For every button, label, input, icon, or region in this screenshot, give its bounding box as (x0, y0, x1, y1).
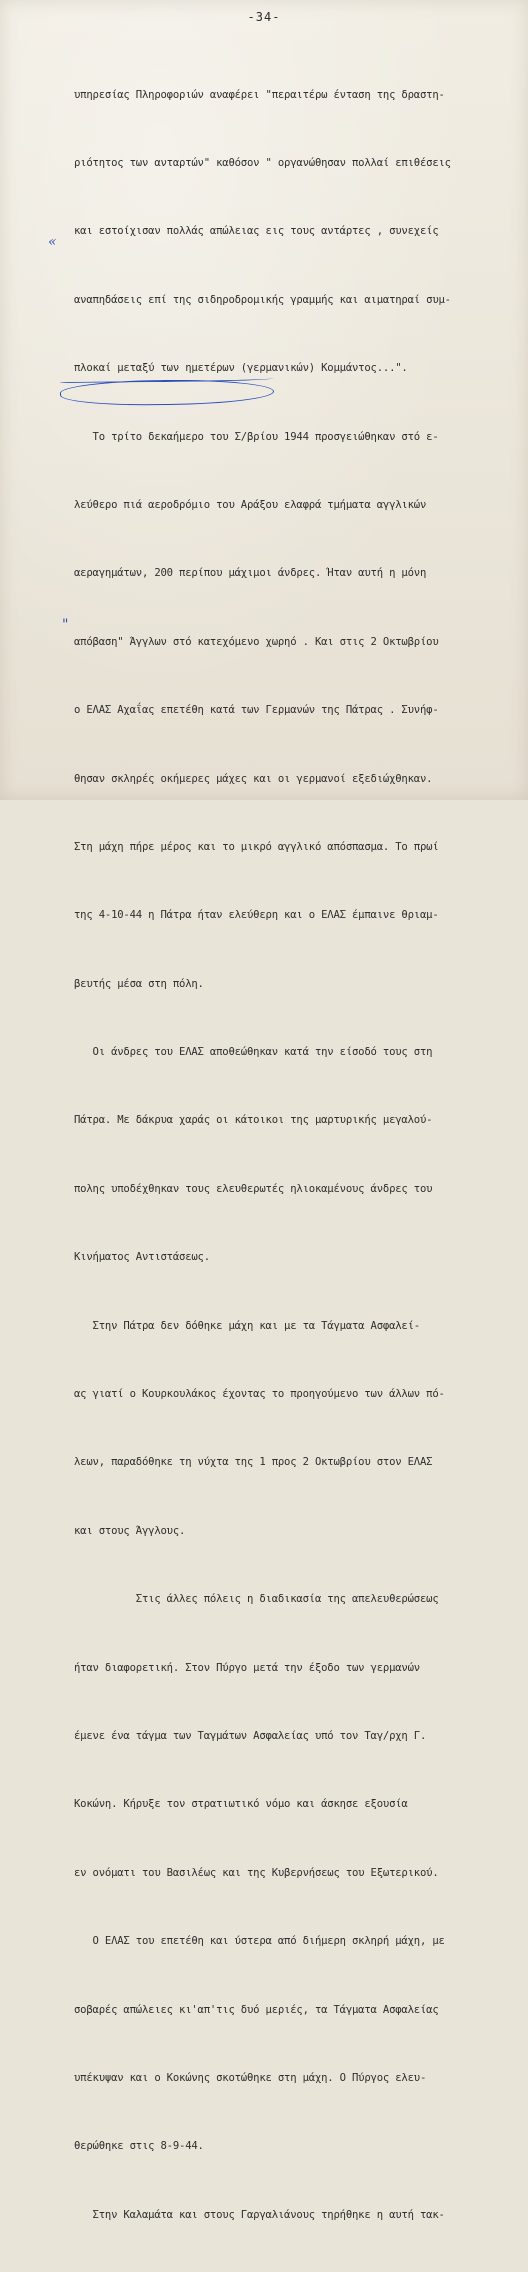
text-line: Πάτρα. Με δάκρυα χαράς οι κάτοικοι της μαρτυρικής μεγαλού- (74, 1114, 433, 1127)
text-line: θησαν σκληρές οκήμερες μάχες και οι γερμανοί εξεδιώχθηκαν. (74, 772, 433, 785)
text-line: πλοκαί μεταξύ των ημετέρων (γερμανικών) Κομμάντος...". (74, 362, 408, 375)
text-line: Κινήματος Αντιστάσεως. (74, 1251, 210, 1264)
text-line: σοβαρές απώλειες κι'απ'τις δυό μεριές, τα Τάγματα Ασφαλείας (74, 2003, 439, 2016)
text-line: εν ονόματι του Βασιλέως και της Κυβερνήσεως του Εξωτερικού. (74, 1866, 439, 1879)
text-line: αεραγημάτων, 200 περίπου μάχιμοι άνδρες. Ήταν αυτή η μόνη (74, 567, 427, 580)
text-line: και στους Άγγλους. (74, 1524, 186, 1537)
text-line: λεων, παραδόθηκε τη νύχτα της 1 προς 2 Οκτωβρίου στον ΕΛΑΣ (74, 1456, 433, 1469)
handwritten-mark: " (62, 617, 69, 633)
text-line: υπηρεσίας Πληροφοριών αναφέρει "περαιτέρω ένταση της δραστη- (74, 88, 445, 101)
text-line: Οι άνδρες του ΕΛΑΣ αποθεώθηκαν κατά την είσοδό τους στη (74, 1046, 433, 1059)
text-line: λεύθερο πιά αεροδρόμιο του Αράξου ελαφρά τμήματα αγγλικών (74, 498, 427, 511)
text-line: ο ΕΛΑΣ Αχαΐας επετέθη κατά των Γερμανών της Πάτρας . Συνήφ- (74, 704, 439, 717)
page-number: -34- (247, 10, 281, 24)
text-line: της 4-10-44 η Πάτρα ήταν ελεύθερη και ο ΕΛΑΣ έμπαινε θριαμ- (74, 909, 439, 922)
text-line: Κοκώνη. Κήρυξε τον στρατιωτικό νόμο και άσκησε εξουσία (74, 1798, 408, 1811)
handwritten-mark: « (48, 234, 57, 250)
text-line: Στην Καλαμάτα και στους Γαργαλιάνους τηρήθηκε η αυτή τακ- (74, 2208, 445, 2221)
text-line: και εστοίχισαν πολλάς απώλειας εις τους αντάρτες , συνεχείς (74, 225, 439, 238)
text-line: Στην Πάτρα δεν δόθηκε μάχη και με τα Τάγματα Ασφαλεί- (74, 1319, 420, 1332)
text-line: απόβαση" Άγγλων στό κατεχόμενο χωρηό . Και στις 2 Οκτωβρίου (74, 635, 439, 648)
text-line: ριότητος των ανταρτών" καθόσον " οργανώθησαν πολλαί επιθέσεις (74, 156, 451, 169)
text-line: αναπηδάσεις επί της σιδηροδρομικής γραμμής και αιματηραί συμ- (74, 293, 451, 306)
text-line: Το τρίτο δεκαήμερο του Σ/βρίου 1944 προσγειώθηκαν στό ε- (74, 430, 439, 443)
text-line: Στη μάχη πήρε μέρος και το μικρό αγγλικό απόσπασμα. Το πρωί (74, 840, 439, 853)
text-line: πολης υποδέχθηκαν τους ελευθερωτές ηλιοκαμένους άνδρες του (74, 1182, 433, 1195)
text-line: θερώθηκε στις 8-9-44. (74, 2140, 204, 2153)
text-line: ας γιατί ο Κουρκουλάκος έχοντας το προηγούμενο των άλλων πό- (74, 1388, 445, 1401)
text-line: έμενε ένα τάγμα των Ταγμάτων Ασφαλείας υπό τον Ταγ/ρχη Γ. (74, 1729, 427, 1742)
text-line: ήταν διαφορετική. Στον Πύργο μετά την έξοδο των γερμανών (74, 1661, 420, 1674)
text-line: βευτής μέσα στη πόλη. (74, 977, 204, 990)
text-line: υπέκυψαν και ο Κοκώνης σκοτώθηκε στη μάχη. Ο Πύργος ελευ- (74, 2071, 427, 2084)
typewritten-body (74, 38, 514, 2272)
text-line: Ο ΕΛΑΣ του επετέθη και ύστερα από διήμερη σκληρή μάχη, με (74, 1935, 445, 1948)
text-line: Στις άλλες πόλεις η διαδικασία της απελευθερώσεως (74, 1593, 439, 1606)
